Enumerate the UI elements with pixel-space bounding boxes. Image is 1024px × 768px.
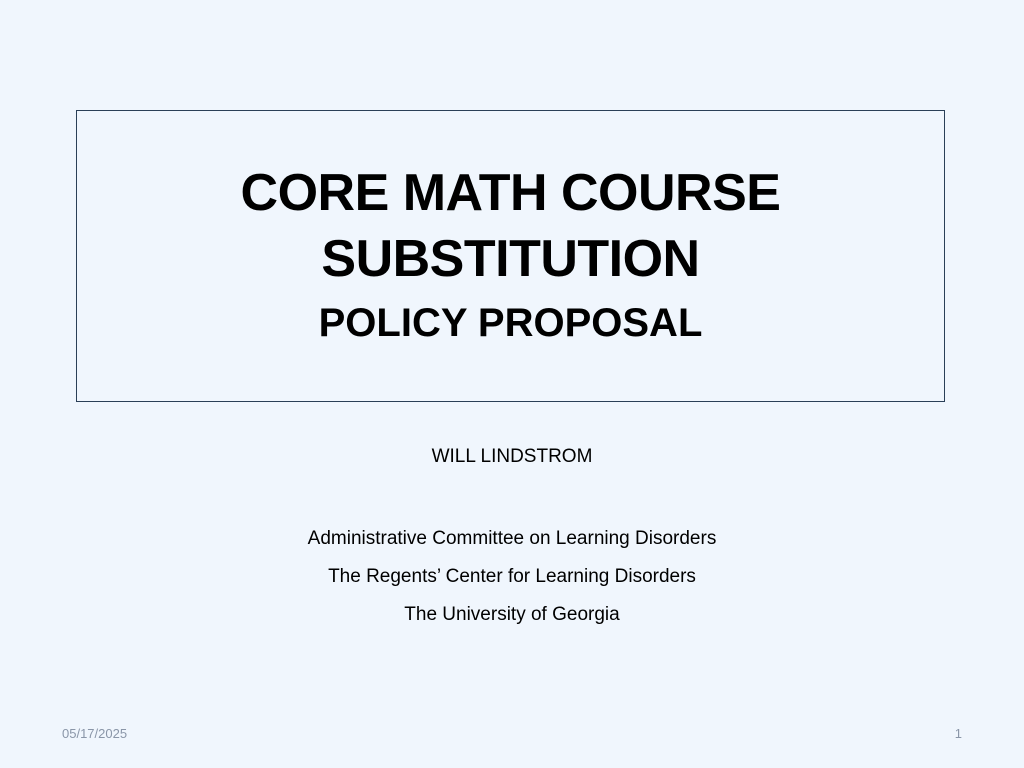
title-box <box>76 110 945 402</box>
affiliation-committee: Administrative Committee on Learning Disorders <box>307 528 717 549</box>
footer-date: 05/17/2025 <box>62 726 128 741</box>
slide-subtitle: POLICY PROPOSAL <box>318 301 703 345</box>
affiliations <box>0 520 1024 634</box>
affiliation-university: The University of Georgia <box>404 604 620 625</box>
slide-title-line-2: SUBSTITUTION <box>321 230 700 288</box>
author-name: WILL LINDSTROM <box>431 446 593 467</box>
affiliation-center: The Regents’ Center for Learning Disorders <box>328 566 696 587</box>
slide-title-line-1: CORE MATH COURSE <box>240 164 781 222</box>
page-number: 1 <box>954 726 962 741</box>
